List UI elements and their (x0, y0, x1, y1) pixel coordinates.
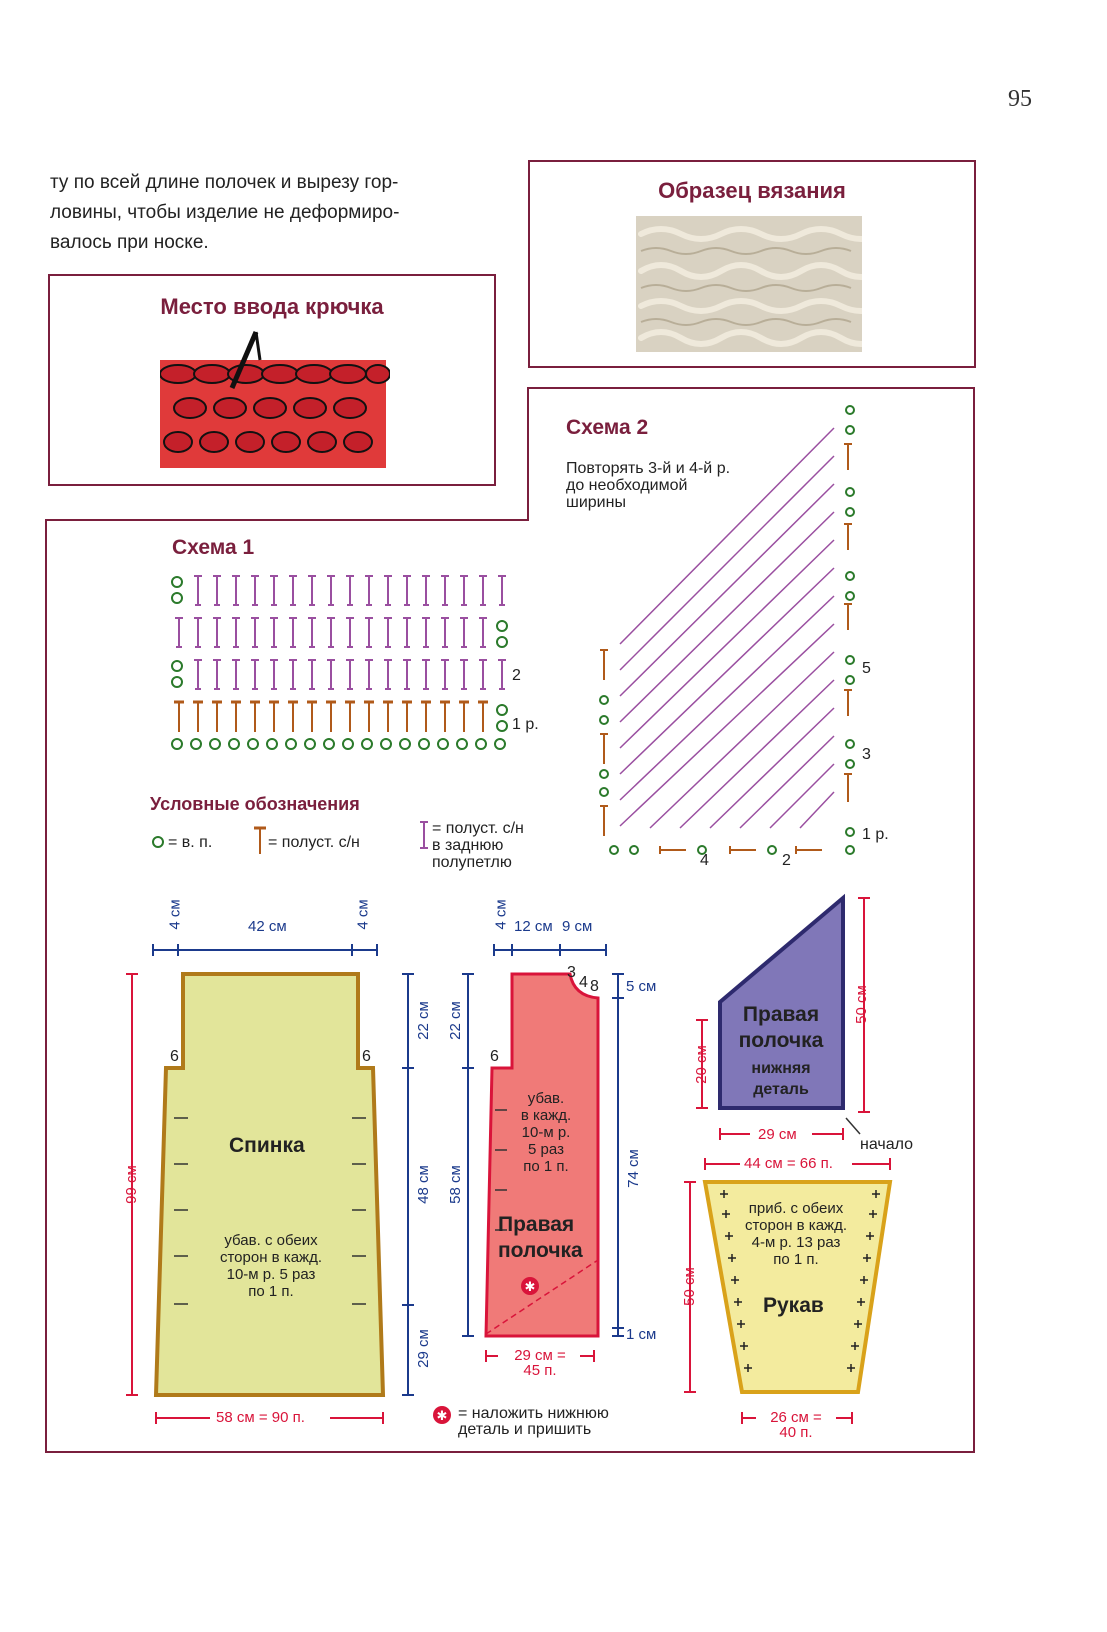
front-mark: 6 (490, 1048, 499, 1065)
star-note-line: = наложить нижнюю (458, 1405, 609, 1422)
lower-piece-subtitle (728, 1058, 834, 1100)
back-shape (156, 974, 383, 1395)
front-note (510, 1090, 582, 1175)
back-note-line: сторон в кажд. (219, 1249, 322, 1266)
back-title: Спинка (229, 1134, 305, 1157)
front-dim-seg-b: 58 см (446, 1165, 464, 1204)
star-note (458, 1406, 609, 1438)
front-neck-mark: 3 (567, 964, 576, 981)
front-dim-top-left: 4 см (492, 899, 510, 930)
front-note-line: по 1 п. (523, 1158, 569, 1175)
back-dim-top-right: 4 см (354, 899, 372, 930)
front-dim-top-b: 9 см (562, 918, 593, 935)
sleeve-note (730, 1200, 862, 1268)
scheme2-row-label: 1 р. (862, 826, 889, 843)
sleeve-dim-height: 50 см (680, 1267, 698, 1306)
lower-piece-dim-bottom: 29 см (758, 1126, 797, 1143)
scheme2-note-line: ширины (566, 494, 626, 511)
front-dim-bottom-line: 29 см = (514, 1347, 566, 1364)
back-dim-seg1: 22 см (414, 1001, 432, 1040)
back-dim-seg3: 29 см (414, 1329, 432, 1368)
lower-piece-subtitle-line: нижняя (751, 1060, 811, 1077)
scheme1-row-label: 1 р. (512, 716, 539, 733)
front-dim-right-bot: 1 см (626, 1326, 657, 1343)
back-dim-top-left: 4 см (166, 899, 184, 930)
back-note (196, 1232, 346, 1300)
intro-line: ту по всей длине полочек и вырезу гор- (50, 172, 399, 193)
back-dim-height: 99 см (122, 1165, 140, 1204)
scheme1-row-label: 2 (512, 667, 521, 684)
legend-item-slip-stitch: = полуст. с/н (268, 834, 360, 851)
front-dim-bottom (502, 1348, 578, 1378)
intro-line: валось при носке. (50, 232, 209, 253)
legend-line: в заднюю (432, 837, 504, 854)
scheme2-note-line: до необходимой (566, 477, 688, 494)
sleeve-note-line: сторон в кажд. (744, 1217, 847, 1234)
sleeve-dim-bottom-line: 26 см = (770, 1409, 822, 1426)
star-marker-legend (433, 1406, 451, 1424)
back-dim-top-mid: 42 см (248, 918, 287, 935)
lower-piece-start-label: начало (860, 1136, 914, 1153)
sample-box-title: Образец вязания (658, 178, 846, 203)
lower-piece-title-line: полочка (738, 1029, 824, 1052)
front-dim-right-mid: 74 см (624, 1149, 642, 1188)
scheme2-bottom-label: 2 (782, 852, 791, 869)
front-title-line: Правая (498, 1213, 575, 1236)
back-mark-left: 6 (170, 1048, 179, 1065)
front-note-line: 5 раз (528, 1141, 564, 1158)
sleeve-note-line: 4-м р. 13 раз (751, 1234, 841, 1251)
sleeve-dim-bottom-line: 40 п. (779, 1424, 813, 1441)
lower-piece-dim-left: 20 см (692, 1045, 710, 1084)
legend-title: Условные обозначения (150, 794, 360, 814)
front-note-line: 10-м р. (521, 1124, 571, 1141)
legend-line: полупетлю (432, 854, 512, 871)
sleeve-dim-bottom (758, 1410, 834, 1440)
lower-piece-dim-height: 50 см (852, 985, 870, 1024)
lower-piece-title-line: Правая (742, 1003, 820, 1026)
svg-text:✱: ✱ (436, 1409, 448, 1424)
front-title (498, 1212, 583, 1264)
star-note-line: деталь и пришить (458, 1421, 592, 1438)
front-dim-bottom-line: 45 п. (523, 1362, 557, 1379)
sleeve-note-line: по 1 п. (773, 1251, 819, 1268)
front-neck-mark: 8 (590, 978, 599, 995)
front-note-line: убав. (527, 1090, 565, 1107)
sleeve-title: Рукав (763, 1294, 824, 1317)
svg-text:✱: ✱ (524, 1280, 536, 1295)
scheme2-row-label: 5 (862, 660, 871, 677)
lower-piece-subtitle-line: деталь (753, 1081, 809, 1098)
back-note-line: по 1 п. (248, 1283, 294, 1300)
scheme2-note-line: Повторять 3-й и 4-й р. (566, 460, 731, 477)
front-title-line: полочка (498, 1239, 583, 1262)
hook-box-title: Место ввода крючка (160, 294, 384, 319)
legend-item-chain: = в. п. (168, 834, 213, 851)
scheme2-title: Схема 2 (566, 416, 649, 439)
page-number: 95 (1008, 86, 1032, 112)
front-neck-mark: 4 (579, 974, 588, 991)
back-dim-seg2: 48 см (414, 1165, 432, 1204)
scheme1-title: Схема 1 (172, 536, 255, 559)
back-note-line: 10-м р. 5 раз (226, 1266, 316, 1283)
intro-line: ловины, чтобы изделие не деформиро- (50, 202, 400, 223)
back-note-line: убав. с обеих (224, 1232, 318, 1249)
back-dim-bottom: 58 см = 90 п. (216, 1409, 305, 1426)
sleeve-dim-top: 44 см = 66 п. (744, 1155, 833, 1172)
front-dim-right-top: 5 см (626, 978, 657, 995)
sleeve-note-line: приб. с обеих (748, 1200, 844, 1217)
scheme2-row-label: 3 (862, 746, 871, 763)
star-marker-front (521, 1277, 539, 1295)
legend-line: = полуст. с/н (432, 820, 524, 837)
front-dim-seg-a: 22 см (446, 1001, 464, 1040)
lower-piece-title (728, 1002, 834, 1054)
front-dim-top-a: 12 см (514, 918, 553, 935)
front-note-line: в кажд. (520, 1107, 572, 1124)
back-mark-right: 6 (362, 1048, 371, 1065)
scheme2-bottom-label: 4 (700, 852, 709, 869)
